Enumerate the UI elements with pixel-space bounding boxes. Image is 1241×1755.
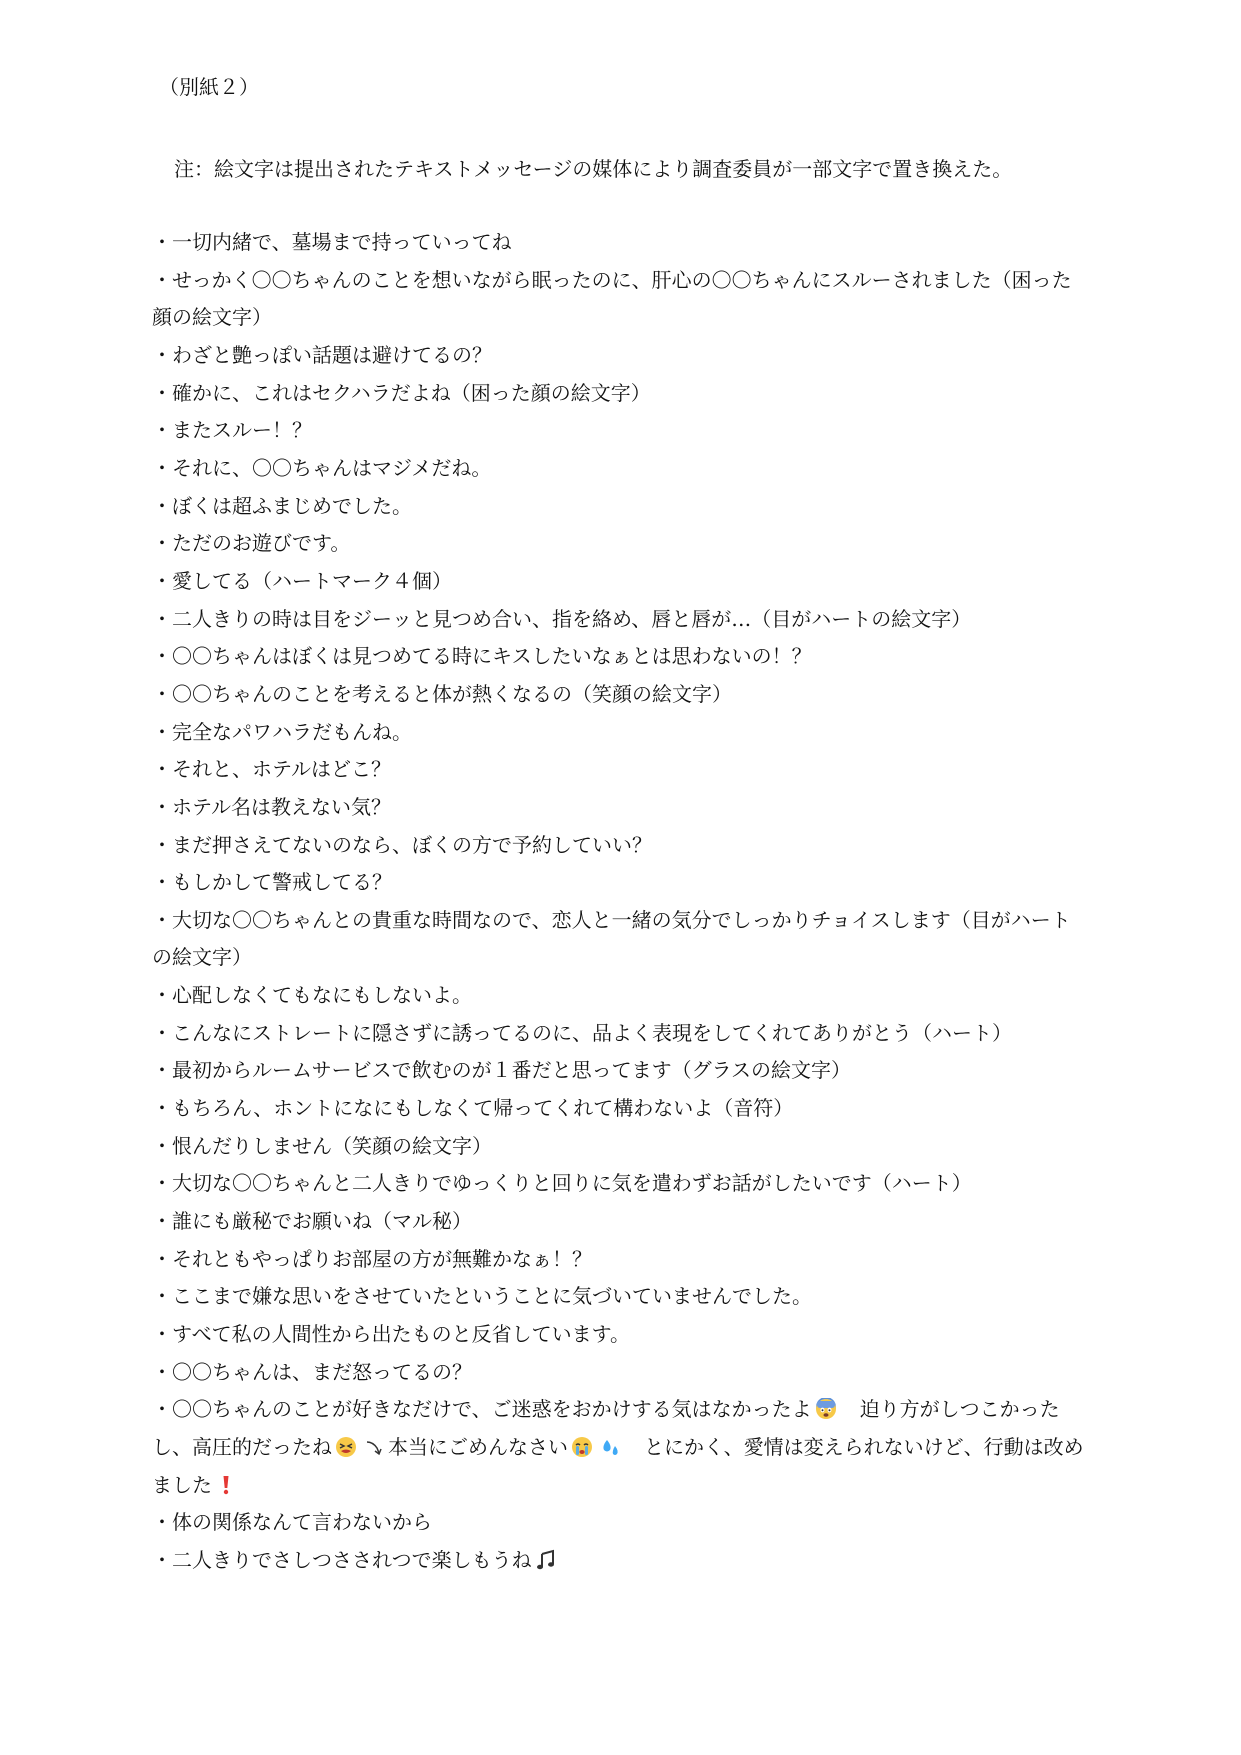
list-item: ・それともやっぱりお部屋の方が無難かなぁ！？ [152, 1246, 592, 1271]
list-item: ・ホテル名は教えない気？ [152, 794, 391, 819]
musical-notes-icon [535, 1549, 557, 1571]
list-item: ・恨んだりしません（笑顔の絵文字） [152, 1133, 492, 1158]
list-item: ・わざと艶っぽい話題は避けてるの？ [152, 342, 492, 367]
last-item-text: ・二人きりでさしつさされつで楽しもうね [152, 1547, 532, 1572]
list-item: ・二人きりの時は目をジーッと見つめ合い、指を絡め、唇と唇が…（目がハートの絵文字） [152, 606, 972, 631]
crying-face-icon [571, 1436, 593, 1458]
sweat-droplets-icon [599, 1436, 621, 1458]
list-item: ・ここまで嫌な思いをさせていたということに気づいていませんでした。 [152, 1284, 812, 1309]
list-item: ・大切な〇〇ちゃんと二人きりでゆっくりと回りに気を遣わずお話がしたいです（ハート） [152, 1171, 972, 1196]
list-item: ・すべて私の人間性から出たものと反省しています。 [152, 1322, 630, 1347]
list-item: ・大切な〇〇ちゃんとの貴重な時間なので、恋人と一緒の気分でしっかりチョイスします（目がハートの絵文字） [152, 907, 1071, 970]
attachment-label: （別紙２） [159, 75, 259, 99]
list-item: ・〇〇ちゃんはぼくは見つめてる時にキスしたいなぁとは思わないの！？ [152, 644, 812, 669]
arrow-down-right-icon [363, 1436, 385, 1458]
list-item: ・〇〇ちゃんは、まだ怒ってるの？ [152, 1359, 472, 1384]
list-item: ・心配しなくてもなにもしないよ。 [152, 983, 472, 1008]
list-item: ・ぼくは超ふまじめでした。 [152, 493, 412, 518]
list-item: ・ただのお遊びです。 [152, 531, 351, 556]
list-item: ・こんなにストレートに隠さずに誘ってるのに、品よく表現をしてくれてありがとう（ハート） [152, 1020, 1012, 1045]
list-item: ・愛してる（ハートマーク４個） [152, 568, 452, 593]
list-item: ・一切内緒で、墓場まで持っていってね [152, 230, 512, 254]
list-item: ・完全なパワハラだもんね。 [152, 719, 412, 744]
emoji-item-text-2: 迫り方がしつこかったし、高圧的だったね [152, 1397, 1060, 1459]
exclamation-icon [215, 1474, 237, 1496]
emoji-item-text-3: 本当にごめんなさい [388, 1435, 568, 1459]
emoji-item-text-1: ・〇〇ちゃんのことが好きなだけで、ご迷惑をおかけする気はなかったよ [152, 1397, 812, 1422]
list-item: ・もしかして警戒してる？ [152, 870, 392, 895]
list-item: ・もちろん、ホントになにもしなくて帰ってくれて構わないよ（音符） [152, 1096, 794, 1121]
list-item: ・確かに、これはセクハラだよね（困った顔の絵文字） [152, 380, 651, 405]
emoji-item-text-4: とにかく、愛情は変えられないけど、行動は改めました [152, 1435, 1084, 1497]
list-item: ・それに、〇〇ちゃんはマジメだね。 [152, 455, 492, 480]
list-item: ・まだ押さえてないのなら、ぼくの方で予約していい？ [152, 832, 652, 857]
list-item: ・またスルー！？ [152, 418, 312, 443]
fearful-face-icon [815, 1398, 837, 1420]
list-item-with-emoji [152, 1542, 1090, 1580]
tired-face-icon [335, 1436, 357, 1458]
list-item: ・誰にも厳秘でお願いね（マル秘） [152, 1209, 472, 1234]
message-list [152, 224, 1090, 1580]
list-item-with-emoji [152, 1391, 1090, 1504]
note-text: 注：絵文字は提出されたテキストメッセージの媒体により調査委員が一部文字で置き換えた。 [174, 157, 1013, 181]
list-item: ・それと、ホテルはどこ？ [152, 757, 391, 782]
list-item: ・〇〇ちゃんのことを考えると体が熱くなるの（笑顔の絵文字） [152, 681, 732, 706]
list-item: ・体の関係なんて言わないから [152, 1510, 432, 1535]
list-item: ・最初からルームサービスで飲むのが１番だと思ってます（グラスの絵文字） [152, 1058, 851, 1083]
list-item: ・せっかく〇〇ちゃんのことを想いながら眠ったのに、肝心の〇〇ちゃんにスルーされました（困った顔の絵文字） [152, 267, 1072, 330]
